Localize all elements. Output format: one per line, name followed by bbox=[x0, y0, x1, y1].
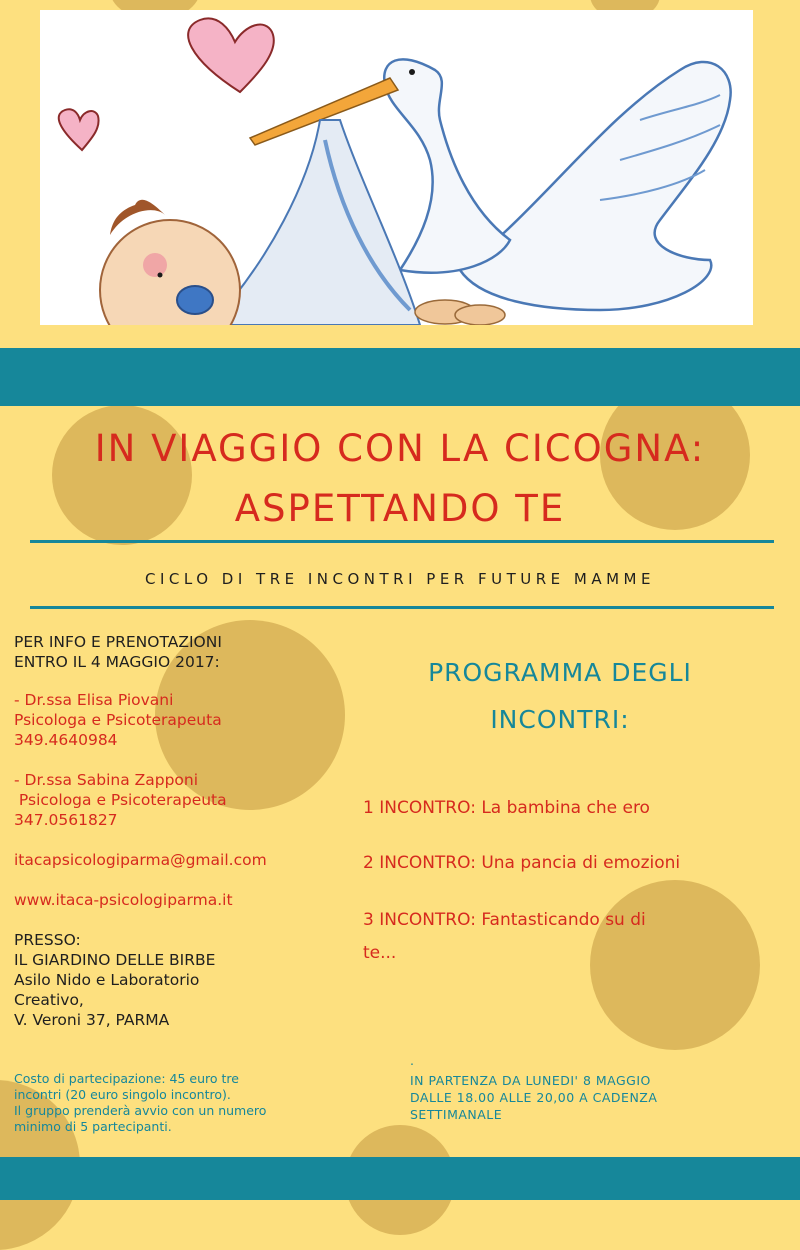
program-title-1: PROGRAMMA DEGLI bbox=[428, 658, 692, 687]
start-line-2: DALLE 18.00 ALLE 20,00 A CADENZA bbox=[410, 1090, 658, 1105]
cost-line-1: Costo di partecipazione: 45 euro tre bbox=[14, 1071, 239, 1086]
stork-icon bbox=[210, 59, 731, 325]
heart-icon bbox=[188, 18, 274, 92]
meeting-item-2: 2 INCONTRO: Una pancia di emozioni bbox=[363, 853, 681, 873]
bottom-band bbox=[0, 1157, 800, 1200]
program-title-2: INCONTRI: bbox=[490, 705, 630, 734]
contact-section bbox=[14, 632, 344, 1030]
venue-name: IL GIARDINO DELLE BIRBE bbox=[14, 951, 216, 969]
cost-line-2: incontri (20 euro singolo incontro). bbox=[14, 1087, 231, 1102]
title-line-1: IN VIAGGIO CON LA CICOGNA: bbox=[94, 427, 706, 470]
venue-label: PRESSO: bbox=[14, 931, 81, 949]
divider bbox=[30, 540, 774, 543]
baby-icon bbox=[100, 200, 240, 325]
top-band bbox=[0, 348, 800, 406]
stork-illustration bbox=[40, 10, 753, 325]
contact-name-2: - Dr.ssa Sabina Zapponi bbox=[14, 771, 199, 789]
start-dot: . bbox=[410, 1053, 415, 1068]
heart-icon bbox=[59, 109, 99, 150]
venue-address: V. Veroni 37, PARMA bbox=[14, 1011, 170, 1029]
cost-line-3: Il gruppo prenderà avvio con un numero bbox=[14, 1103, 267, 1118]
meeting-item-1: 1 INCONTRO: La bambina che ero bbox=[363, 798, 650, 818]
contact-website[interactable]: www.itaca-psicologiparma.it bbox=[14, 891, 233, 909]
contact-name-1: - Dr.ssa Elisa Piovani bbox=[14, 691, 174, 709]
title-line-2: ASPETTANDO TE bbox=[234, 487, 566, 530]
start-info bbox=[410, 1053, 780, 1123]
venue-line-1: Asilo Nido e Laboratorio bbox=[14, 971, 200, 989]
meeting-item-3-cont: te... bbox=[363, 943, 397, 963]
cost-line-4: minimo di 5 partecipanti. bbox=[14, 1119, 172, 1134]
cost-info bbox=[14, 1071, 359, 1135]
divider bbox=[30, 606, 774, 609]
meeting-item-3: 3 INCONTRO: Fantasticando su di bbox=[363, 910, 646, 930]
start-line-1: IN PARTENZA DA LUNEDI' 8 MAGGIO bbox=[410, 1073, 651, 1088]
subtitle: CICLO DI TRE INCONTRI PER FUTURE MAMME bbox=[145, 570, 655, 588]
start-line-3: SETTIMANALE bbox=[410, 1107, 503, 1122]
header-illustration bbox=[40, 10, 753, 325]
contact-heading-1: PER INFO E PRENOTAZIONI bbox=[14, 633, 222, 651]
contact-role-2: Psicologa e Psicoterapeuta bbox=[14, 791, 227, 809]
polka-dot bbox=[590, 880, 760, 1050]
contact-role-1: Psicologa e Psicoterapeuta bbox=[14, 711, 222, 729]
venue-line-2: Creativo, bbox=[14, 991, 84, 1009]
contact-phone-2: 347.0561827 bbox=[14, 811, 118, 829]
contact-phone-1: 349.4640984 bbox=[14, 731, 118, 749]
contact-heading-2: ENTRO IL 4 MAGGIO 2017: bbox=[14, 653, 220, 671]
contact-email[interactable]: itacapsicologiparma@gmail.com bbox=[14, 851, 267, 869]
